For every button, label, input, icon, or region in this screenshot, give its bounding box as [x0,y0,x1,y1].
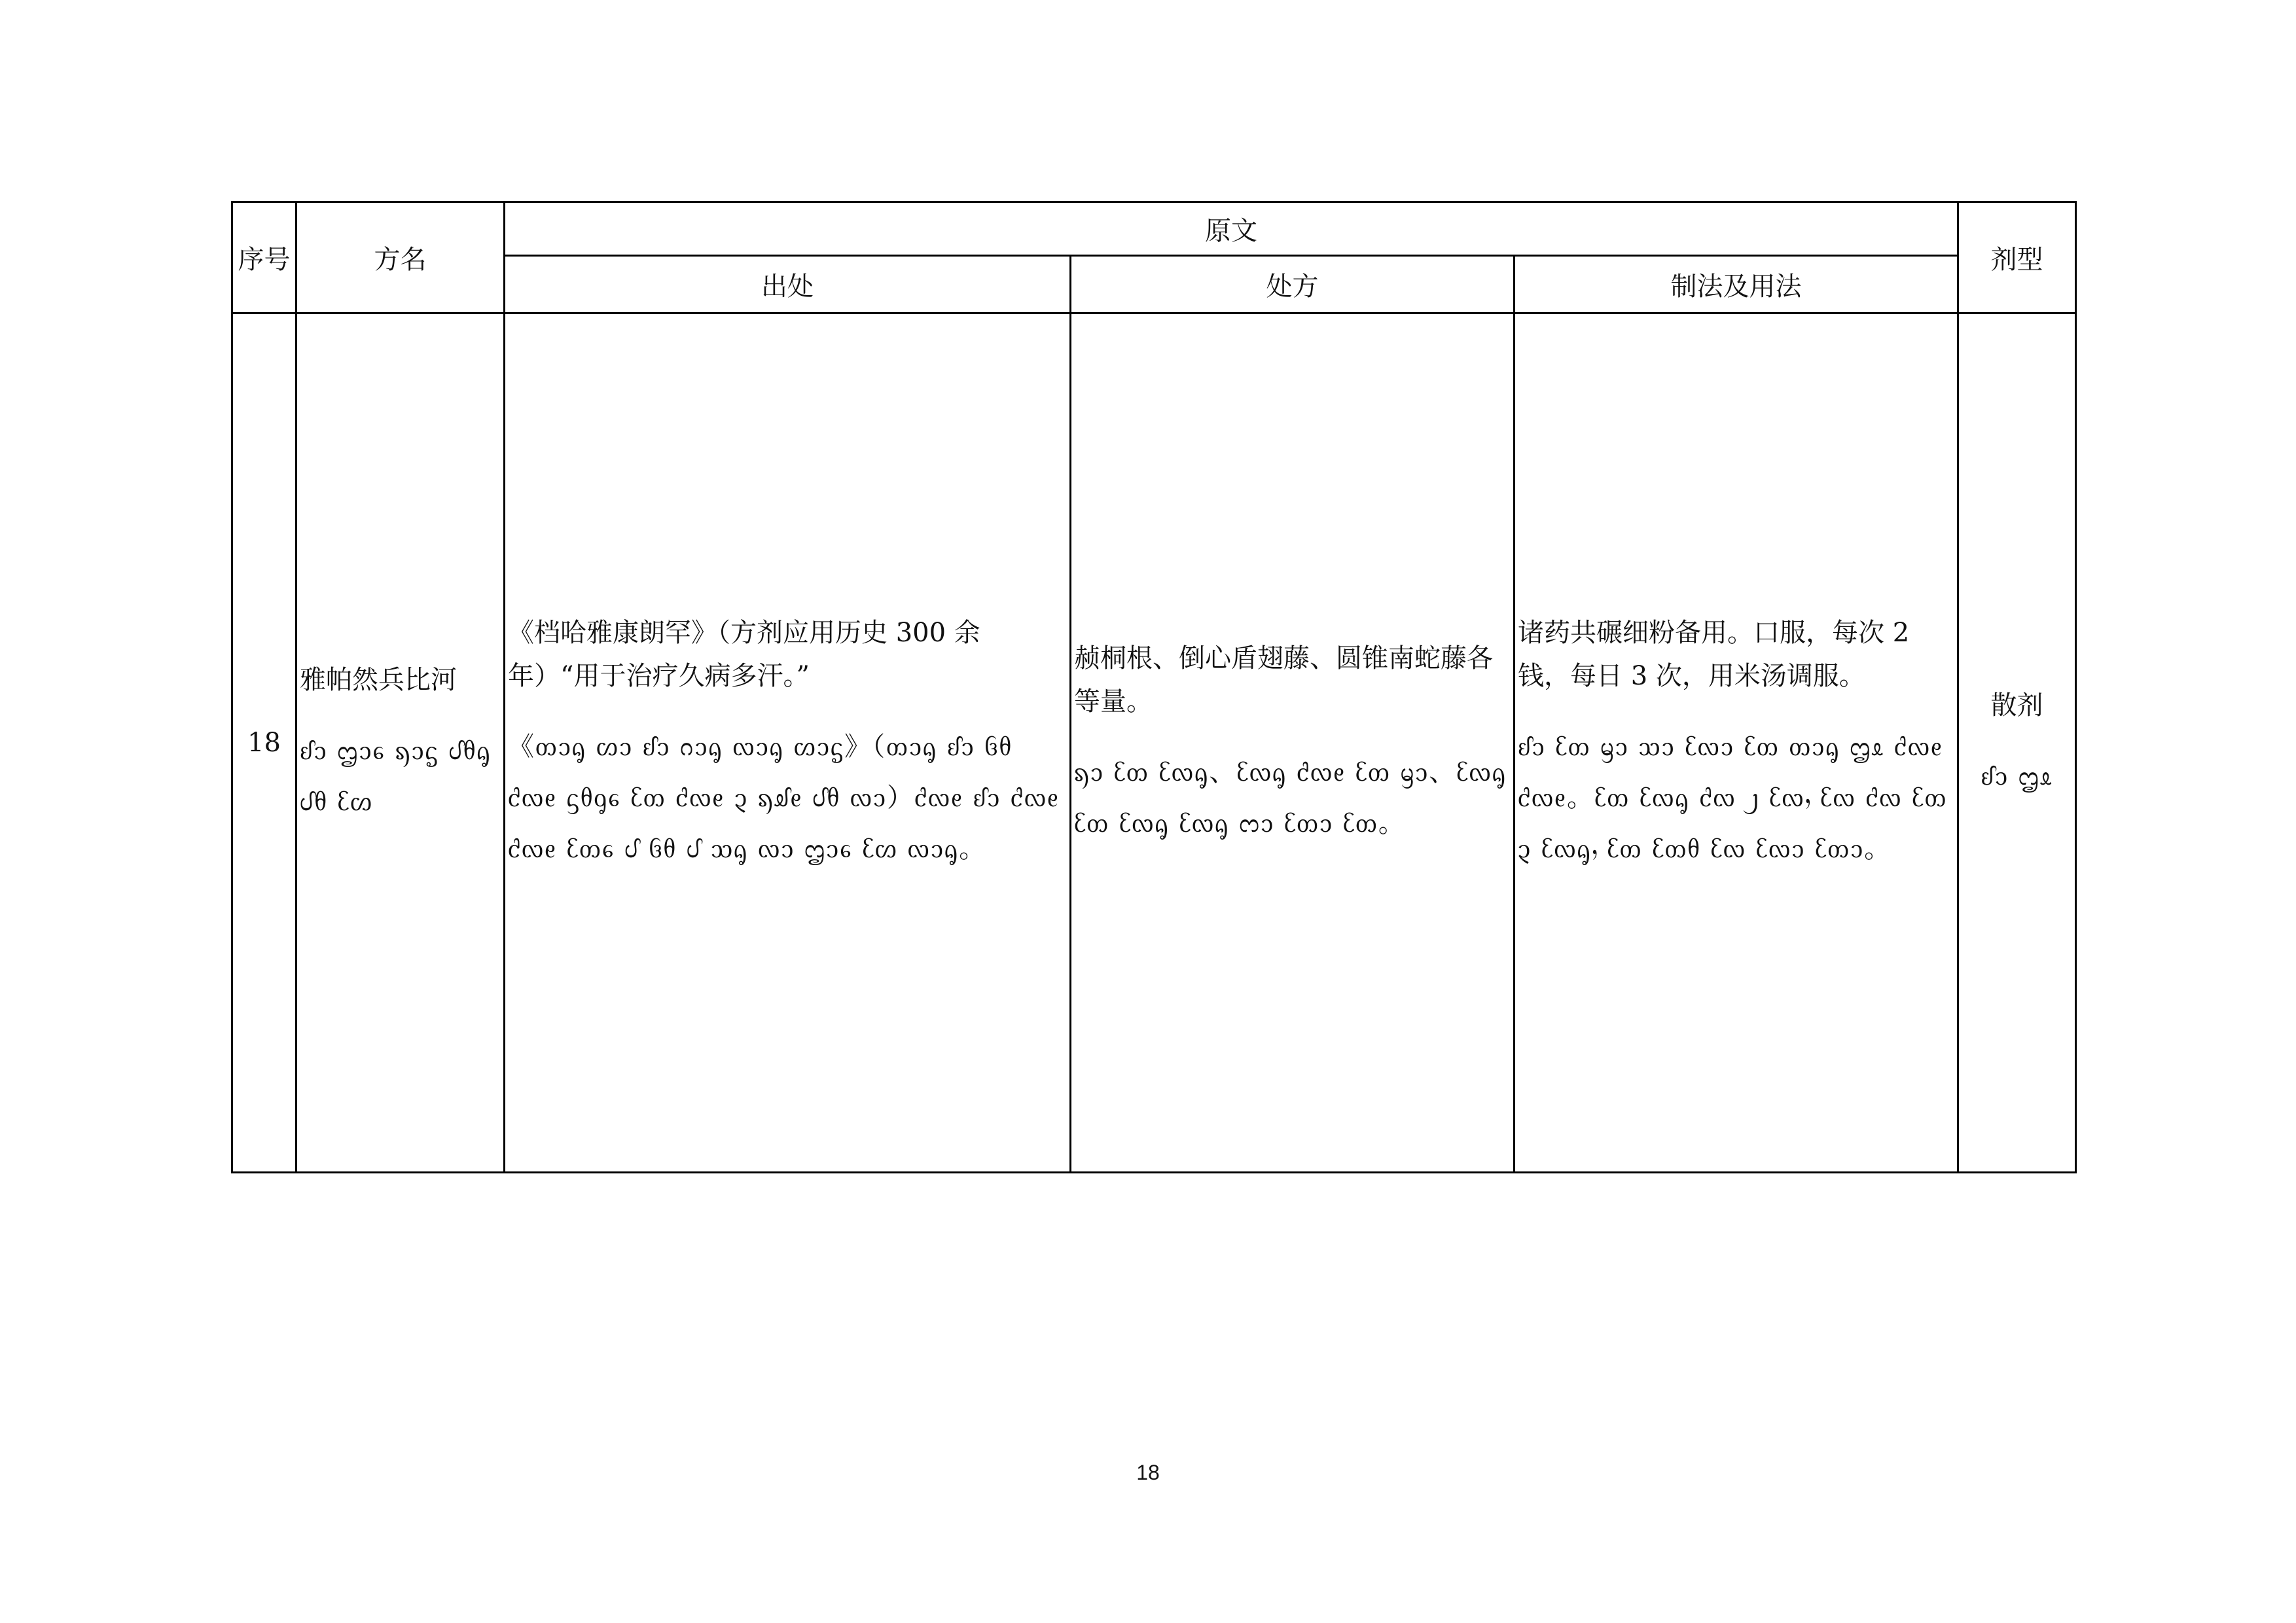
row-seq [232,313,296,1173]
header-dosage-form: 剂型 [1958,202,2076,313]
row-dosage-form-dai: ᦊᦱ ᦗᦸ [1981,761,2053,791]
row-name-cn: 雅帕然兵比河 [300,665,457,695]
header-original-text: 原文 [505,202,1958,256]
row-dosage-form-cn: 散剂 [1990,690,2043,721]
page-number: 18 [1136,1461,1160,1484]
table-row [232,313,2076,1173]
row-source-cn: 《档哈雅康朗罕》（方剂应用历史 300 余年）“用于治疗久病多汗。” [508,618,980,691]
row-preparation-dai: ᦊᦱ ᦷᦎ ᦙᦱ ᦉᦱ ᦷᦟᦱ ᦷᦎ ᦎᦱᧂ ᦗᦸ ᦺᦟᧉ ᦺᦟᧉ。ᦷᦎ ᦷᦟᧂ ᦺᦟ ᧒ ᦷᦟ，ᦷᦟ ᦺᦟ ᦷᦎ ᧓ ᦷᦟᧂ，ᦷᦎ ᦷᦎᦲ ᦷᦟ ᦷᦟᦱ ᦷᦎᦱ。 [1518,732,1948,864]
header-seq: 序号 [232,202,296,313]
row-prescription-dai: ᦣᦱ ᦷᦎ ᦷᦟᧂ、ᦷᦟᧂ ᦺᦟᧉ ᦷᦎ ᦙᦱ、ᦷᦟᧂ ᦷᦎ ᦷᦟᧂ ᦷᦟᧂ ᦂᦱ ᦷᦎᦱ ᦷᦎ。 [1074,757,1507,838]
row-source-dai: 《ᦎᦱᧂ ᦠᦱ ᦊᦱ ᦅᦱᧂ ᦟᦱᧂ ᦠᦱᧃ》（ᦎᦱᧂ ᦊᦱ ᦑᦲ ᦺᦟᧉ ᦓᦲᧁᧈ ᦷᦎ ᦺᦟᧉ ᧓ ᦣᦾᧉ ᦔᦲ ᦟᦱ）ᦺᦟᧉ ᦊᦱ ᦺᦟᧉ ᦺᦟᧉ ᦷᦎᧈ ᦔ ᦑᦲ ᦔ ᦉᧂ ᦟᦱ ᦗᦱᧈ ᦷᦠ ᦟᦱᧂ。 [508,732,1060,864]
row-source [505,313,1071,1173]
row-name [296,313,505,1173]
row-preparation-cn: 诸药共碾细粉备用。口服，每次 2 钱，每日 3 次，用米汤调服。 [1518,618,1910,691]
row-prescription [1071,313,1515,1173]
row-seq-text: 18 [247,728,281,758]
row-prescription-cn: 赪桐根、倒心盾翅藤、圆锥南蛇藤各等量。 [1074,643,1493,717]
header-name: 方名 [296,202,505,313]
header-preparation: 制法及用法 [1515,256,1958,313]
row-name-dai: ᦊᦱ ᦗᦱᧈ ᦣᦱᧃ ᦔᦲᧂ ᦔᦲ ᦷᦠ [300,736,492,817]
row-preparation [1515,313,1958,1173]
row-dosage-form [1958,313,2076,1173]
header-prescription: 处方 [1071,256,1515,313]
formula-table [231,201,2077,1173]
header-source: 出处 [505,256,1071,313]
